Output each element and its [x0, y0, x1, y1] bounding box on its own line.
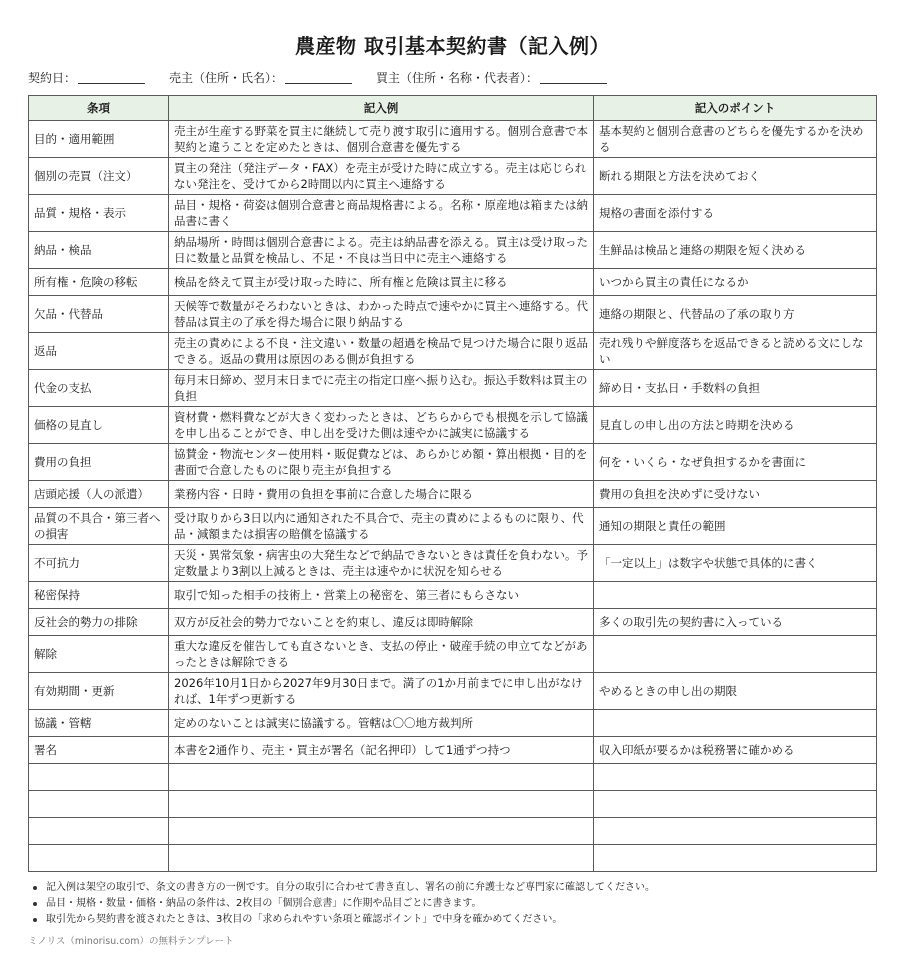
header-point: 記入のポイント: [594, 96, 877, 121]
contract-fields: [28, 67, 878, 87]
table-row: [29, 582, 877, 609]
point-cell: 通知の期限と責任の範囲: [594, 508, 877, 545]
blank-example-cell[interactable]: [169, 764, 594, 791]
example-cell: 本書を2通作り、売主・買主が署名（記名押印）して1通ずつ持つ: [169, 737, 594, 764]
clause-cell: 品質・規格・表示: [29, 195, 169, 232]
note-item: [28, 880, 888, 896]
blank-point-cell[interactable]: [594, 845, 877, 872]
table-row: [29, 158, 877, 195]
point-cell: [594, 710, 877, 737]
blank-row[interactable]: [29, 845, 877, 872]
seller-field[interactable]: [169, 69, 352, 86]
point-cell: 費用の負担を決めずに受けない: [594, 481, 877, 508]
clause-cell: 有効期間・更新: [29, 673, 169, 710]
blank-point-cell[interactable]: [594, 818, 877, 845]
point-cell: 収入印紙が要るかは税務署に確かめる: [594, 737, 877, 764]
point-cell: [594, 636, 877, 673]
seller-blank[interactable]: [285, 71, 352, 84]
header-clause: 条項: [29, 96, 169, 121]
example-cell: 毎月末日締め、翌月末日までに売主の指定口座へ振り込む。振込手数料は買主の負担: [169, 370, 594, 407]
table-row: [29, 737, 877, 764]
clause-cell: 店頭応援（人の派遣）: [29, 481, 169, 508]
point-cell: [594, 582, 877, 609]
blank-clause-cell[interactable]: [29, 791, 169, 818]
blank-row[interactable]: [29, 818, 877, 845]
table-row: [29, 232, 877, 269]
table-row: [29, 481, 877, 508]
example-cell: 重大な違反を催告しても直さないとき、支払の停止・破産手続の申立てなどがあったときは解除できる: [169, 636, 594, 673]
blank-row[interactable]: [29, 764, 877, 791]
blank-clause-cell[interactable]: [29, 764, 169, 791]
contract-date-field[interactable]: [28, 69, 145, 86]
note-text: 品目・規格・数量・価格・納品の条件は、2枚目の「個別合意書」に作期や品目ごとに書きます。: [46, 898, 482, 909]
clause-cell: 目的・適用範囲: [29, 121, 169, 158]
point-cell: 規格の書面を添付する: [594, 195, 877, 232]
example-cell: 売主が生産する野菜を買主に継続して売り渡す取引に適用する。個別合意書で本契約と違うことを定めたときは、個別合意書を優先する: [169, 121, 594, 158]
example-cell: 品目・規格・荷姿は個別合意書と商品規格書による。名称・原産地は箱または納品書に書く: [169, 195, 594, 232]
example-cell: 天災・異常気象・病害虫の大発生などで納品できないときは責任を負わない。予定数量より3割以上減るときは、売主は速やかに状況を知らせる: [169, 545, 594, 582]
contract-date-blank[interactable]: [78, 71, 145, 84]
example-cell: 取引で知った相手の技術上・営業上の秘密を、第三者にもらさない: [169, 582, 594, 609]
note-text: 取引先から契約書を渡されたときは、3枚目の「求められやすい条項と確認ポイント」で中身を確かめてください。: [46, 914, 563, 925]
example-cell: 資材費・燃料費などが大きく変わったときは、どちらからでも根拠を示して協議を申し出ることができ、申し出を受けた側は速やかに誠実に協議する: [169, 407, 594, 444]
contract-table: [28, 95, 877, 872]
point-cell: 断れる期限と方法を決めておく: [594, 158, 877, 195]
seller-label: 売主（住所・氏名）：: [169, 70, 284, 85]
clause-cell: 納品・検品: [29, 232, 169, 269]
clause-cell: 代金の支払: [29, 370, 169, 407]
buyer-blank[interactable]: [540, 71, 607, 84]
table-row: [29, 710, 877, 737]
point-cell: 売れ残りや鮮度落ちを返品できると読める文にしない: [594, 333, 877, 370]
point-cell: いつから買主の責任になるか: [594, 269, 877, 296]
example-cell: 双方が反社会的勢力でないことを約束し、違反は即時解除: [169, 609, 594, 636]
point-cell: 生鮮品は検品と連絡の期限を短く決める: [594, 232, 877, 269]
table-row: [29, 370, 877, 407]
table-row: [29, 121, 877, 158]
example-cell: 協賛金・物流センター使用料・販促費などは、あらかじめ額・算出根拠・目的を書面で合意したものに限り売主が負担する: [169, 444, 594, 481]
example-cell: 受け取りから3日以内に通知された不具合で、売主の責めによるものに限り、代品・減額または損害の賠償を協議する: [169, 508, 594, 545]
table-row: [29, 545, 877, 582]
header-example: 記入例: [169, 96, 594, 121]
example-cell: 買主の発注（発注データ・FAX）を売主が受けた時に成立する。売主は応じられない発注を、受けてから2時間以内に買主へ連絡する: [169, 158, 594, 195]
point-cell: 多くの取引先の契約書に入っている: [594, 609, 877, 636]
table-row: [29, 673, 877, 710]
bullet-icon: [33, 886, 37, 890]
table-header-row: [29, 96, 877, 121]
example-cell: 納品場所・時間は個別合意書による。売主は納品書を添える。買主は受け取った日に数量と品質を検品し、不足・不良は当日中に売主へ連絡する: [169, 232, 594, 269]
blank-point-cell[interactable]: [594, 764, 877, 791]
table-row: [29, 407, 877, 444]
buyer-label: 買主（住所・名称・代表者）：: [376, 70, 539, 85]
example-cell: 売主の責めによる不良・注文違い・数量の超過を検品で見つけた場合に限り返品できる。返品の費用は原因のある側が負担する: [169, 333, 594, 370]
table-row: [29, 609, 877, 636]
example-cell: 2026年10月1日から2027年9月30日まで。満了の1か月前までに申し出がなければ、1年ずつ更新する: [169, 673, 594, 710]
notes-list: [28, 880, 888, 928]
clause-cell: 価格の見直し: [29, 407, 169, 444]
example-cell: 定めのないことは誠実に協議する。管轄は〇〇地方裁判所: [169, 710, 594, 737]
blank-clause-cell[interactable]: [29, 818, 169, 845]
clause-cell: 個別の売買（注文）: [29, 158, 169, 195]
point-cell: 見直しの申し出の方法と時期を決める: [594, 407, 877, 444]
point-cell: 連絡の期限と、代替品の了承の取り方: [594, 296, 877, 333]
point-cell: 基本契約と個別合意書のどちらを優先するかを決める: [594, 121, 877, 158]
blank-example-cell[interactable]: [169, 818, 594, 845]
example-cell: 天候等で数量がそろわないときは、わかった時点で速やかに買主へ連絡する。代替品は買主の了承を得た場合に限り納品する: [169, 296, 594, 333]
blank-clause-cell[interactable]: [29, 845, 169, 872]
blank-example-cell[interactable]: [169, 845, 594, 872]
table-row: [29, 636, 877, 673]
example-cell: 検品を終えて買主が受け取った時に、所有権と危険は買主に移る: [169, 269, 594, 296]
contract-date-label: 契約日：: [28, 70, 77, 85]
point-cell: 「一定以上」は数字や状態で具体的に書く: [594, 545, 877, 582]
clause-cell: 反社会的勢力の排除: [29, 609, 169, 636]
blank-row[interactable]: [29, 791, 877, 818]
clause-cell: 不可抗力: [29, 545, 169, 582]
clause-cell: 費用の負担: [29, 444, 169, 481]
table-row: [29, 508, 877, 545]
clause-cell: 署名: [29, 737, 169, 764]
footer-credit: ミノリス（minorisu.com）の無料テンプレート: [28, 936, 234, 947]
note-item: [28, 896, 888, 912]
blank-point-cell[interactable]: [594, 791, 877, 818]
table-row: [29, 333, 877, 370]
document-title: 農産物 取引基本契約書（記入例）: [295, 34, 610, 58]
clause-cell: 所有権・危険の移転: [29, 269, 169, 296]
example-cell: 業務内容・日時・費用の負担を事前に合意した場合に限る: [169, 481, 594, 508]
table-row: [29, 296, 877, 333]
table-row: [29, 195, 877, 232]
clause-cell: 欠品・代替品: [29, 296, 169, 333]
note-item: [28, 912, 888, 928]
clause-cell: 解除: [29, 636, 169, 673]
clause-cell: 品質の不具合・第三者への損害: [29, 508, 169, 545]
point-cell: 締め日・支払日・手数料の負担: [594, 370, 877, 407]
clause-cell: 秘密保持: [29, 582, 169, 609]
bullet-icon: [33, 902, 37, 906]
blank-example-cell[interactable]: [169, 791, 594, 818]
table-row: [29, 444, 877, 481]
buyer-field[interactable]: [376, 69, 607, 86]
clause-cell: 協議・管轄: [29, 710, 169, 737]
point-cell: 何を・いくら・なぜ負担するかを書面に: [594, 444, 877, 481]
clause-cell: 返品: [29, 333, 169, 370]
point-cell: やめるときの申し出の期限: [594, 673, 877, 710]
note-text: 記入例は架空の取引で、条文の書き方の一例です。自分の取引に合わせて書き直し、署名の前に弁護士など専門家に確認してください。: [46, 882, 655, 893]
table-row: [29, 269, 877, 296]
bullet-icon: [33, 918, 37, 922]
